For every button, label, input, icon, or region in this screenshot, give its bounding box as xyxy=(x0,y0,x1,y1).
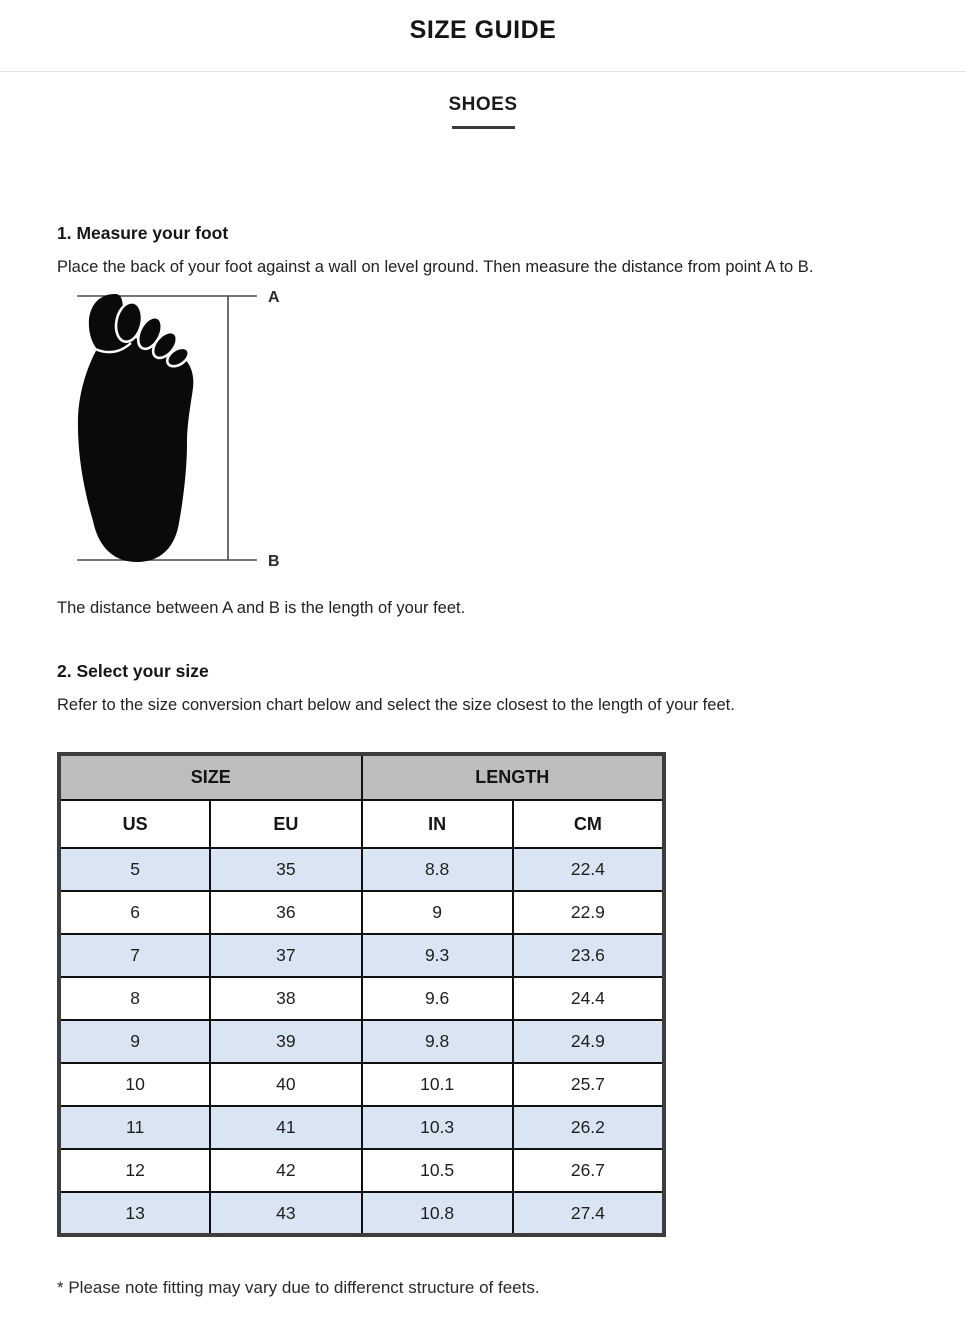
foot-measurement-diagram xyxy=(67,288,299,573)
size-cell: 23.6 xyxy=(513,934,664,977)
size-cell: 38 xyxy=(210,977,361,1020)
table-column-header-row xyxy=(59,800,664,848)
size-cell: 9.8 xyxy=(362,1020,513,1063)
page-title: SIZE GUIDE xyxy=(409,16,557,44)
table-group-header-row xyxy=(59,754,664,800)
size-cell: 13 xyxy=(59,1192,210,1235)
table-row xyxy=(59,848,664,891)
diagram-label-b: B xyxy=(268,553,280,570)
table-row xyxy=(59,1149,664,1192)
col-header-eu: EU xyxy=(210,800,361,848)
size-cell: 9 xyxy=(362,891,513,934)
size-cell: 24.9 xyxy=(513,1020,664,1063)
foot-silhouette-icon xyxy=(78,294,193,562)
size-cell: 37 xyxy=(210,934,361,977)
fitting-footnote: * Please note fitting may vary due to differenct structure of feets. xyxy=(57,1278,540,1297)
size-cell: 9 xyxy=(59,1020,210,1063)
diagram-label-a: A xyxy=(268,289,280,306)
size-cell: 41 xyxy=(210,1106,361,1149)
table-row xyxy=(59,977,664,1020)
size-cell: 12 xyxy=(59,1149,210,1192)
size-cell: 25.7 xyxy=(513,1063,664,1106)
size-cell: 35 xyxy=(210,848,361,891)
size-cell: 8 xyxy=(59,977,210,1020)
step2-heading: 2. Select your size xyxy=(57,661,209,681)
size-cell: 7 xyxy=(59,934,210,977)
size-table-body xyxy=(59,848,664,1235)
size-cell: 24.4 xyxy=(513,977,664,1020)
category-title: SHOES xyxy=(448,94,518,115)
table-row xyxy=(59,1020,664,1063)
size-cell: 40 xyxy=(210,1063,361,1106)
size-cell: 10.8 xyxy=(362,1192,513,1235)
size-cell: 9.6 xyxy=(362,977,513,1020)
table-row xyxy=(59,1192,664,1235)
col-header-us: US xyxy=(59,800,210,848)
size-cell: 6 xyxy=(59,891,210,934)
size-cell: 42 xyxy=(210,1149,361,1192)
size-cell: 39 xyxy=(210,1020,361,1063)
step1-heading: 1. Measure your foot xyxy=(57,223,229,243)
size-cell: 5 xyxy=(59,848,210,891)
content-area xyxy=(0,223,966,1298)
size-conversion-table xyxy=(57,752,666,1237)
size-cell: 43 xyxy=(210,1192,361,1235)
header-divider xyxy=(0,71,966,72)
size-group-header: SIZE xyxy=(59,754,362,800)
size-cell: 9.3 xyxy=(362,934,513,977)
size-cell: 11 xyxy=(59,1106,210,1149)
table-row xyxy=(59,891,664,934)
size-cell: 10.3 xyxy=(362,1106,513,1149)
length-group-header: LENGTH xyxy=(362,754,665,800)
step1-description: Place the back of your foot against a wall on level ground. Then measure the distance from point A to B. xyxy=(57,258,814,276)
size-cell: 27.4 xyxy=(513,1192,664,1235)
table-row xyxy=(59,1106,664,1149)
step2-description: Refer to the size conversion chart below and select the size closest to the length of your feet. xyxy=(57,696,735,714)
col-header-cm: CM xyxy=(513,800,664,848)
col-header-in: IN xyxy=(362,800,513,848)
table-row xyxy=(59,1063,664,1106)
size-cell: 8.8 xyxy=(362,848,513,891)
category-underline xyxy=(452,126,515,129)
size-cell: 26.7 xyxy=(513,1149,664,1192)
table-row xyxy=(59,934,664,977)
size-cell: 22.9 xyxy=(513,891,664,934)
size-cell: 10.5 xyxy=(362,1149,513,1192)
size-cell: 10 xyxy=(59,1063,210,1106)
size-cell: 10.1 xyxy=(362,1063,513,1106)
size-cell: 36 xyxy=(210,891,361,934)
diagram-caption: The distance between A and B is the length of your feet. xyxy=(57,599,466,617)
size-cell: 26.2 xyxy=(513,1106,664,1149)
size-cell: 22.4 xyxy=(513,848,664,891)
